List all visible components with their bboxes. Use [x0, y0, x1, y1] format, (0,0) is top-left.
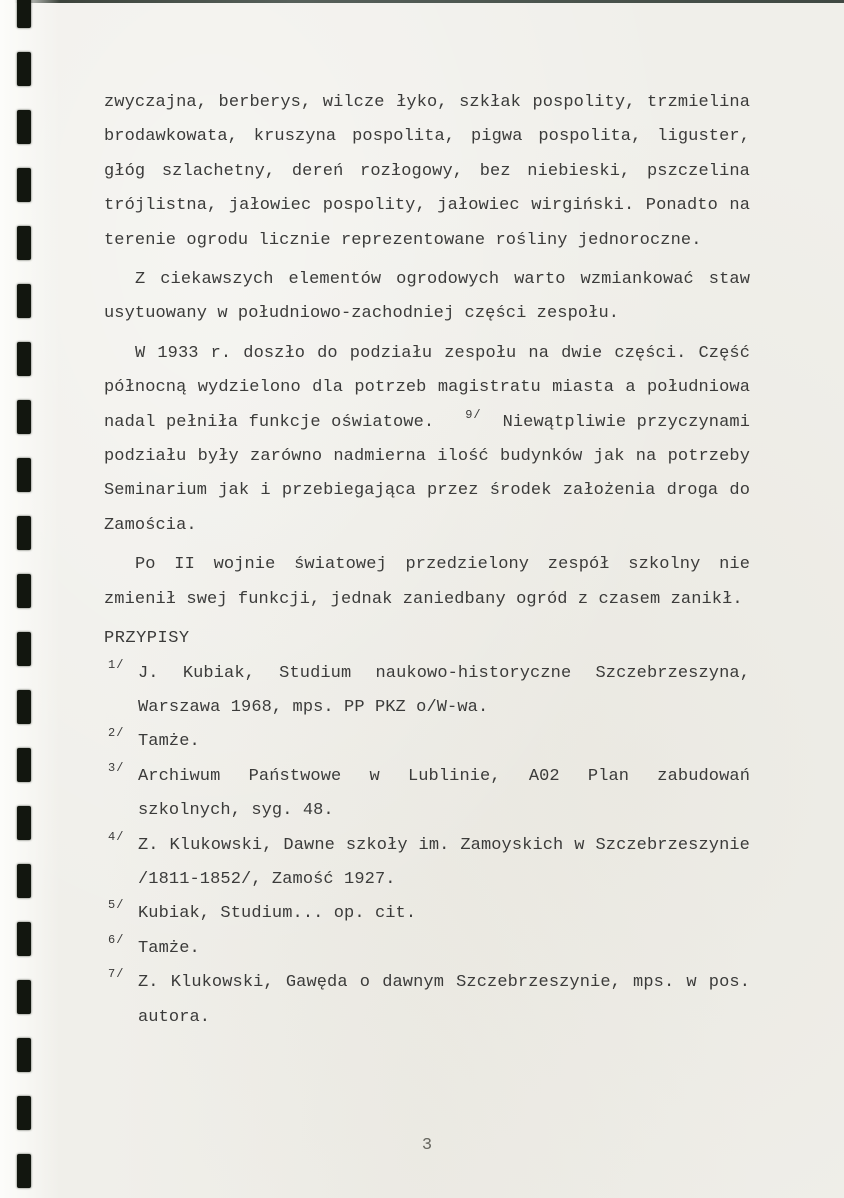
footnote-marker: 4/ [108, 829, 125, 844]
binding-hole [17, 806, 31, 840]
footnote-item [104, 760, 750, 829]
footnote-marker: 3/ [108, 760, 125, 775]
binding-holes-column [17, 0, 31, 1198]
binding-hole [17, 1038, 31, 1072]
body-text: Niewątpliwie przyczynami podziału były zarówno nadmierna ilość budynków jak na potrzeby Seminarium jak i przebiegająca przez środek założenia droga do Zamościa. [104, 412, 750, 535]
binding-hole [17, 516, 31, 550]
binding-hole [17, 168, 31, 202]
binding-hole [17, 922, 31, 956]
footnote-text: Z. Klukowski, Dawne szkoły im. Zamoyskich w Szczebrzeszynie /1811-1852/, Zamość 1927. [138, 835, 750, 889]
binding-hole [17, 864, 31, 898]
body-text: W 1933 r. doszło do podziału zespołu na dwie części. Część północną wydzielono dla potrzeb magistratu miasta a południowa nadal pełniła funkcje oświatowe. [104, 343, 750, 432]
footnote-text: Tamże. [138, 732, 200, 752]
footnote-marker: 7/ [108, 967, 125, 982]
scan-top-edge [0, 0, 844, 3]
footnote-marker: 6/ [108, 932, 125, 947]
binding-hole [17, 632, 31, 666]
footnote-text: Kubiak, Studium... op. cit. [138, 904, 417, 924]
body-paragraph: Po II wojnie światowej przedzielony zespół szkolny nie zmienił swej funkcji, jednak zaniedbany ogród z czasem zanikł. [104, 555, 750, 609]
footnote-item [104, 657, 750, 726]
footnotes-heading: PRZYPISY [104, 629, 190, 649]
footnote-text: J. Kubiak, Studium naukowo-historyczne Szczebrzeszyna, Warszawa 1968, mps. PP PKZ o/W-wa. [138, 663, 750, 717]
binding-hole [17, 1154, 31, 1188]
footnote-reference: 9/ [465, 407, 482, 422]
footnote-marker: 5/ [108, 898, 125, 913]
footnote-marker: 1/ [108, 657, 125, 672]
binding-hole [17, 458, 31, 492]
footnote-item [104, 966, 750, 1035]
binding-hole [17, 226, 31, 260]
binding-hole [17, 284, 31, 318]
footnote-item [104, 829, 750, 898]
footnote-item [104, 932, 750, 966]
binding-hole [17, 0, 31, 28]
page-content [104, 86, 750, 1035]
binding-hole [17, 574, 31, 608]
page-number: 3 [421, 1136, 433, 1155]
footnote-text: Z. Klukowski, Gawęda o dawnym Szczebrzeszynie, mps. w pos. autora. [138, 973, 750, 1027]
footnote-text: Archiwum Państwowe w Lublinie, A02 Plan zabudowań szkolnych, syg. 48. [138, 766, 750, 821]
binding-hole [17, 52, 31, 86]
binding-hole [17, 1096, 31, 1130]
body-paragraph: zwyczajna, berberys, wilcze łyko, szkłak pospolity, trzmielina brodawkowata, kruszyna pospolita, pigwa pospolita, liguster, głóg szlachetny, dereń rozłogowy, bez niebieski, pszczelina trójlistna, jałowiec pospolity, jałowiec wirgiński. Ponadto na terenie ogrodu licznie reprezentowane rośliny jednoroczne. [104, 93, 750, 250]
footnote-text: Tamże. [138, 938, 200, 958]
binding-hole [17, 690, 31, 724]
footnote-item [104, 725, 750, 759]
binding-hole [17, 748, 31, 782]
binding-hole [17, 110, 31, 144]
body-paragraph [104, 337, 750, 543]
binding-hole [17, 342, 31, 376]
body-paragraph: Z ciekawszych elementów ogrodowych warto wzmiankować staw usytuowany w południowo-zachodniej części zespołu. [104, 270, 750, 324]
binding-hole [17, 980, 31, 1014]
footnotes-list [104, 657, 750, 1035]
footnote-marker: 2/ [108, 726, 125, 741]
footnote-item [104, 897, 750, 931]
binding-hole [17, 400, 31, 434]
